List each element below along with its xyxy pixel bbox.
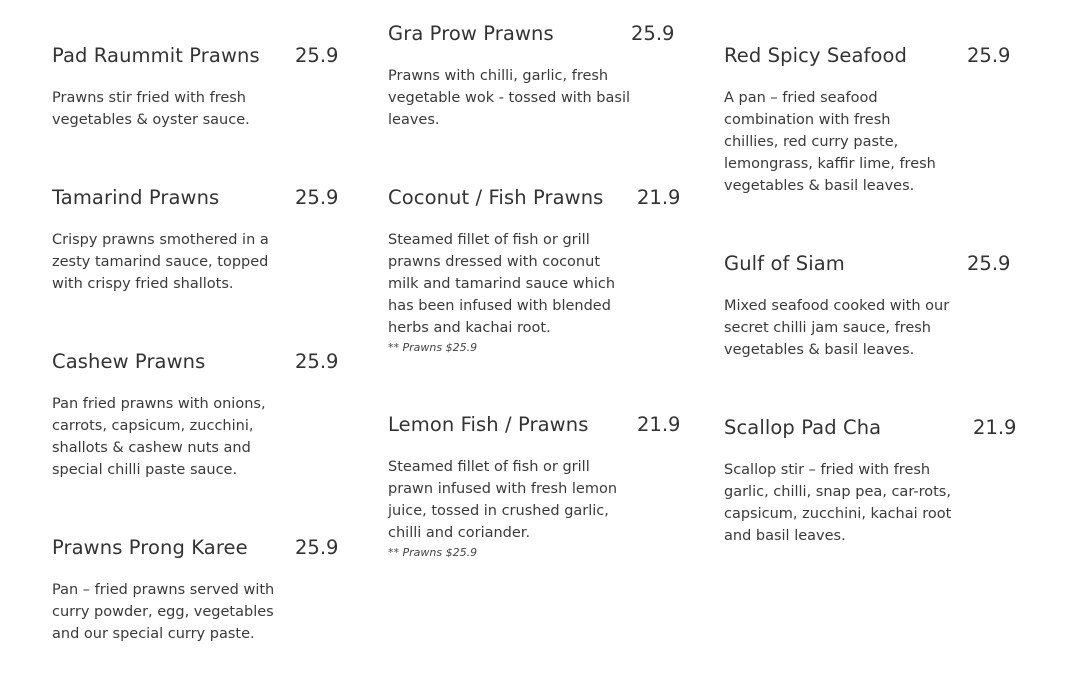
item-price: 25.9 [631,22,675,45]
item-description: Steamed fillet of fish or grill prawn infused with fresh lemon juice, tossed in crushed garlic, chilli and coriander. [388,459,618,541]
item-name: Prawns Prong Karee [52,536,248,559]
item-price: 25.9 [967,252,1011,275]
item-name: Gra Prow Prawns [388,22,554,45]
item-description: Mixed seafood cooked with our secret chilli jam sauce, fresh vegetables & basil leaves. [724,298,950,358]
item-description: Steamed fillet of fish or grill prawns dressed with coconut milk and tamarind sauce which has been infused with blended herbs and kachai root. [388,232,616,336]
item-name: Red Spicy Seafood [724,44,908,67]
item-description: Prawns stir fried with fresh vegetables & oyster sauce. [52,90,250,128]
item-description: Scallop stir – fried with fresh garlic, chilli, snap pea, car-rots, capsicum, zucchini, kachai root and basil leaves. [724,462,952,544]
item-name: Cashew Prawns [52,350,206,373]
item-price: 21.9 [637,413,681,436]
item-name: Lemon Fish / Prawns [388,413,589,436]
item-description: Pan – fried prawns served with curry powder, egg, vegetables and our special curry paste. [52,582,275,642]
item-price: 25.9 [295,350,339,373]
item-price: 21.9 [973,416,1017,439]
item-description: A pan – fried seafood combination with fresh chillies, red curry paste, lemongrass, kaffir lime, fresh vegetables & basil leaves. [724,90,936,194]
item-note: ** Prawns $25.9 [388,341,478,354]
item-name: Gulf of Siam [724,252,845,275]
item-price: 25.9 [295,186,339,209]
item-name: Coconut / Fish Prawns [388,186,604,209]
item-description: Prawns with chilli, garlic, fresh vegetable wok - tossed with basil leaves. [388,68,631,128]
item-price: 21.9 [637,186,681,209]
item-price: 25.9 [967,44,1011,67]
item-name: Pad Raummit Prawns [52,44,260,67]
item-name: Tamarind Prawns [52,186,220,209]
item-price: 25.9 [295,44,339,67]
item-description: Crispy prawns smothered in a zesty tamarind sauce, topped with crispy fried shallots. [52,232,269,292]
item-price: 25.9 [295,536,339,559]
item-note: ** Prawns $25.9 [388,546,478,559]
item-description: Pan fried prawns with onions, carrots, capsicum, zucchini, shallots & cashew nuts and special chilli paste sauce. [52,396,266,478]
item-name: Scallop Pad Cha [724,416,882,439]
